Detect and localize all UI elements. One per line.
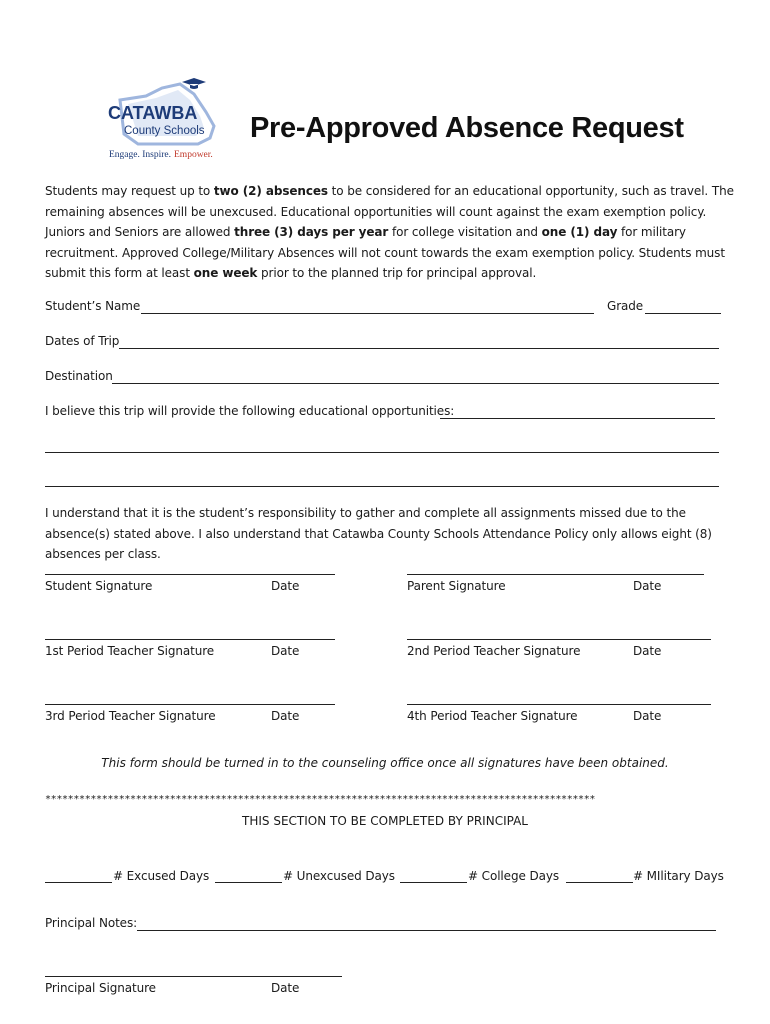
destination-label: Destination <box>45 369 113 383</box>
dates-of-trip-label: Dates of Trip <box>45 334 120 348</box>
period4-signature-label: 4th Period Teacher Signature <box>407 709 578 723</box>
period1-signature-label: 1st Period Teacher Signature <box>45 644 215 658</box>
principal-signature-label: Principal Signature <box>45 981 156 995</box>
page-title: Pre-Approved Absence Request <box>250 112 684 144</box>
section-divider: ************************************************************************************************* <box>45 794 596 805</box>
principal-notes-field[interactable] <box>137 930 716 931</box>
military-days-field[interactable] <box>566 882 633 883</box>
period2-signature-label: 2nd Period Teacher Signature <box>407 644 581 658</box>
period4-date-label: Date <box>633 709 662 723</box>
period1-signature-field[interactable] <box>45 639 335 640</box>
principal-notes-label: Principal Notes: <box>45 916 138 930</box>
logo-name-line1: CATAWBA <box>108 103 198 123</box>
destination-field[interactable] <box>112 383 719 384</box>
student-signature-field[interactable] <box>45 574 335 575</box>
period1-date-label: Date <box>271 644 300 658</box>
logo-name-line2: County Schools <box>124 125 205 137</box>
period4-signature-field[interactable] <box>407 704 711 705</box>
excused-days-label: # Excused Days <box>113 869 210 883</box>
opportunities-field[interactable] <box>440 418 715 419</box>
parent-date-label: Date <box>633 579 662 593</box>
period2-signature-field[interactable] <box>407 639 711 640</box>
opportunities-field-line-2[interactable] <box>45 452 719 453</box>
intro-paragraph: Students may request up to two (2) absences to be considered for an educational opportunity, such as travel. The remaining absences will be unexcused. Educational opportunities will count against the exam exemption policy. Juniors and Seniors are allowed three (3) days per year for college visitation and one (1) day for military recruitment. Approved College/Military Absences will not count towards the exam exemption policy. Students must submit this form at least one week prior to the planned trip for principal approval. <box>45 184 734 280</box>
dates-of-trip-field[interactable] <box>119 348 719 349</box>
college-days-field[interactable] <box>400 882 467 883</box>
grade-field[interactable] <box>645 313 721 314</box>
unexcused-days-field[interactable] <box>215 882 282 883</box>
unexcused-days-label: # Unexcused Days <box>283 869 395 883</box>
parent-signature-field[interactable] <box>407 574 704 575</box>
logo-tagline: Engage. Inspire. Empower. <box>109 150 213 160</box>
student-name-label: Student’s Name <box>45 299 141 313</box>
acknowledgement-paragraph: I understand that it is the student’s responsibility to gather and complete all assignments missed due to the absence(s) stated above. I also understand that Catawba County Schools Attendance Policy only allows eight (8) absences per class. <box>45 506 712 561</box>
excused-days-field[interactable] <box>45 882 112 883</box>
district-logo <box>98 78 238 164</box>
grade-label: Grade <box>607 299 644 313</box>
period3-date-label: Date <box>271 709 300 723</box>
principal-section-heading: THIS SECTION TO BE COMPLETED BY PRINCIPAL <box>242 814 528 828</box>
parent-signature-label: Parent Signature <box>407 579 506 593</box>
college-days-label: # College Days <box>468 869 560 883</box>
period3-signature-label: 3rd Period Teacher Signature <box>45 709 216 723</box>
student-signature-label: Student Signature <box>45 579 153 593</box>
principal-date-label: Date <box>271 981 300 995</box>
principal-signature-field[interactable] <box>45 976 342 977</box>
period2-date-label: Date <box>633 644 662 658</box>
logo-graphic <box>98 78 238 164</box>
submission-instructions: This form should be turned in to the counseling office once all signatures have been obtained. <box>101 756 669 770</box>
period3-signature-field[interactable] <box>45 704 335 705</box>
opportunities-label: I believe this trip will provide the following educational opportunities: <box>45 404 455 418</box>
student-name-field[interactable] <box>141 313 594 314</box>
opportunities-field-line-3[interactable] <box>45 486 719 487</box>
student-date-label: Date <box>271 579 300 593</box>
military-days-label: # MIlitary Days <box>633 869 724 883</box>
